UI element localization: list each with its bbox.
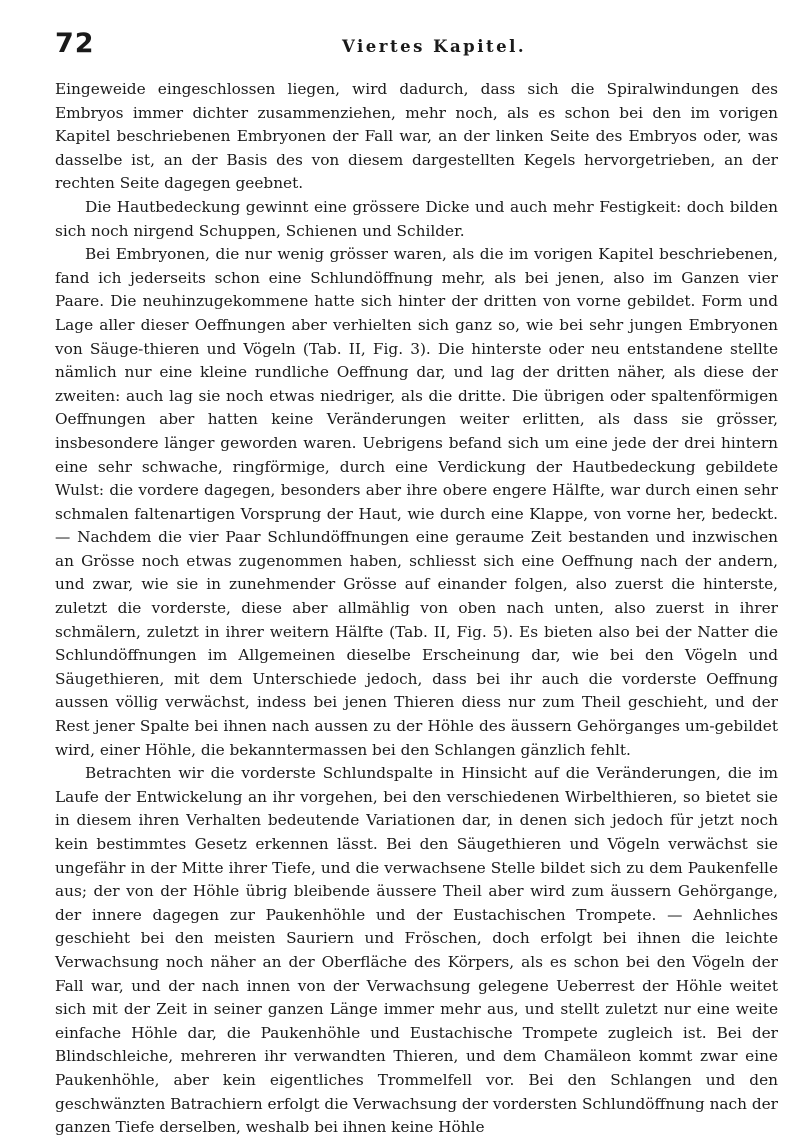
body-text xyxy=(55,78,778,1140)
paragraph: Betrachten wir die vorderste Schlundspalte in Hinsicht auf die Veränderungen, die im Laufe der Entwickelung an ihr vorgehen, bei den verschiedenen Wirbelthieren, so bietet sie in diesem ihren Verhalten bedeutende Variationen dar, in denen sich jedoch für jetzt noch kein bestimmtes Gesetz erkennen lässt. Bei den Säugethieren und Vögeln verwächst sie ungefähr in der Mitte ihrer Tiefe, und die verwachsene Stelle bildet sich zu dem Paukenfelle aus; der von der Höhle übrig bleibende äussere Theil aber wird zum äussern Gehörgange, der innere dagegen zur Paukenhöhle und der Eustachischen Trompete. — Aehnliches geschieht bei den meisten Sauriern und Fröschen, doch erfolgt bei ihnen die leichte Verwachsung noch näher an der Oberfläche des Körpers, als es schon bei den Vögeln der Fall war, und der nach innen von der Verwachsung gelegene Ueberrest der Höhle weitet sich mit der Zeit in seiner ganzen Länge immer mehr aus, und stellt zuletzt nur eine weite einfache Höhle dar, die Paukenhöhle und Eustachische Trompete zugleich ist. Bei der Blindschleiche, mehreren ihr verwandten Thieren, und dem Chamäleon kommt zwar eine Paukenhöhle, aber kein eigentliches Trommelfell vor. Bei den Schlangen und den geschwänzten Batrachiern erfolgt die Verwachsung der vordersten Schlundöffnung nach der ganzen Tiefe derselben, weshalb bei ihnen keine Höhle xyxy=(55,764,778,1137)
paragraph: Die Hautbedeckung gewinnt eine grössere Dicke und auch mehr Festigkeit: doch bilden sich noch nirgend Schuppen, Schienen und Schilder. xyxy=(55,197,778,240)
paragraph: Bei Embryonen, die nur wenig grösser waren, als die im vorigen Kapitel beschriebenen, fand ich jederseits schon eine Schlundöffnung mehr, als bei jenen, also im Ganzen vier Paare. Die neuhinzugekommene hatte sich hinter der dritten von vorne gebildet. Form und Lage aller dieser Oeffnungen aber verhielten sich ganz so, wie bei sehr jungen Embryonen von Säuge-thieren und Vögeln (Tab. II, Fig. 3). Die hinterste oder neu entstandene stellte nämlich nur eine kleine rundliche Oeffnung dar, und lag der dritten näher, als diese der zweiten: auch lag sie noch etwas niedriger, als die dritte. Die übrigen oder spaltenförmigen Oeffnungen aber hatten keine Veränderungen weiter erlitten, als dass sie grösser, insbesondere länger geworden waren. Uebrigens befand sich um eine jede der drei hintern eine sehr schwache, ringförmige, durch eine Verdickung der Hautbedeckung gebildete Wulst: die vordere dagegen, besonders aber ihre obere engere Hälfte, war durch einen sehr schmalen faltenartigen Vorsprung der Haut, wie durch eine Klappe, von vorne her, bedeckt. — Nachdem die vier Paar Schlundöffnungen eine geraume Zeit bestanden und inzwischen an Grösse noch etwas zugenommen haben, schliesst sich eine Oeffnung nach der andern, und zwar, wie sie in zunehmender Grösse auf einander folgen, also zuerst die hinterste, zuletzt die vorderste, diese aber allmählig von oben nach unten, also zuerst in ihrer schmälern, zuletzt in ihrer weitern Hälfte (Tab. II, Fig. 5). Es bieten also bei der Natter die Schlundöffnungen im Allgemeinen dieselbe Erscheinung dar, wie bei den Vögeln und Säugethieren, mit dem Unterschiede jedoch, dass bei ihr auch die vorderste Oeffnung aussen völlig verwächst, indess bei jenen Thieren diess nur zum Theil geschieht, und der Rest jener Spalte bei ihnen nach aussen zu der Höhle des äussern Gehörganges um-gebildet wird, einer Höhle, die bekanntermassen bei den Schlangen gänzlich fehlt. xyxy=(55,245,778,759)
paragraph: Eingeweide eingeschlossen liegen, wird dadurch, dass sich die Spiralwindungen des Embryos immer dichter zusammenziehen, mehr noch, als es schon bei den im vorigen Kapitel beschriebenen Embryonen der Fall war, an der linken Seite des Embryos oder, was dasselbe ist, an der Basis des von diesem dargestellten Kegels hervorgetrieben, an der rechten Seite dagegen geebnet. xyxy=(55,80,778,193)
page-header xyxy=(55,28,778,72)
running-head: Viertes Kapitel. xyxy=(342,37,527,56)
page-number: 72 xyxy=(55,28,95,59)
